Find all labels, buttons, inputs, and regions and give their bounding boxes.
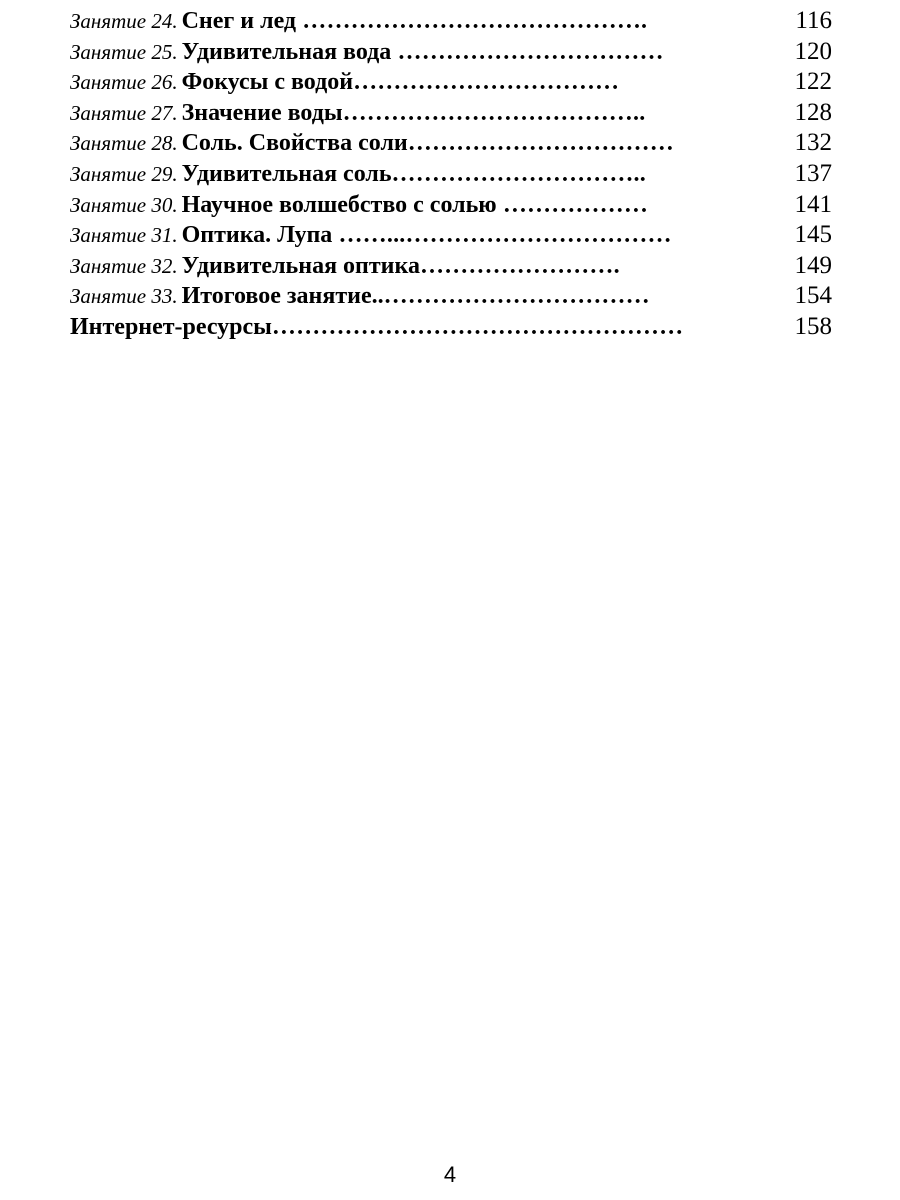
lesson-title: Снег и лед bbox=[181, 8, 297, 34]
toc-entry-text bbox=[70, 220, 672, 254]
toc-row[interactable] bbox=[70, 6, 832, 37]
page-number: 122 bbox=[794, 68, 832, 96]
lesson-label: Занятие 25. bbox=[70, 39, 178, 64]
toc-entry-text bbox=[70, 128, 674, 162]
lesson-title: Фокусы с водой bbox=[181, 69, 354, 96]
dot-leader: …………………………… bbox=[391, 38, 664, 65]
toc-entry-text bbox=[70, 312, 683, 346]
lesson-label: Занятие 31. bbox=[70, 223, 178, 248]
toc-row[interactable] bbox=[70, 190, 832, 221]
toc-row-internet-resources[interactable] bbox=[70, 312, 832, 343]
dot-leader: ……...…………………………… bbox=[332, 222, 672, 249]
page-number: 116 bbox=[795, 7, 832, 34]
lesson-label: Занятие 32. bbox=[70, 253, 178, 278]
toc-entry-text bbox=[70, 37, 664, 71]
toc-entry-text bbox=[70, 6, 647, 40]
page-number: 141 bbox=[794, 190, 832, 218]
lesson-label: Занятие 24. bbox=[70, 9, 178, 33]
page-number: 128 bbox=[794, 98, 832, 126]
section-title: Интернет-ресурсы bbox=[70, 313, 272, 340]
dot-leader: …………………………… bbox=[383, 283, 650, 310]
dot-leader: …………………………… bbox=[353, 69, 620, 96]
lesson-label: Занятие 28. bbox=[70, 131, 178, 156]
lesson-label: Занятие 29. bbox=[70, 161, 178, 186]
page-number: 120 bbox=[794, 37, 832, 65]
toc-row[interactable] bbox=[70, 281, 832, 312]
lesson-label: Занятие 30. bbox=[70, 192, 178, 217]
toc-row[interactable] bbox=[70, 67, 832, 98]
lesson-title: Научное волшебство с солью bbox=[181, 191, 497, 218]
dot-leader: ……………………………………. bbox=[296, 8, 648, 34]
dot-leader: ……………………………….. bbox=[342, 99, 646, 126]
page-number: 158 bbox=[794, 312, 832, 340]
lesson-title: Удивительная оптика bbox=[181, 252, 420, 279]
toc-entry-text bbox=[70, 251, 620, 285]
dot-leader: …………………………… bbox=[407, 130, 674, 157]
dot-leader: …………………………………………… bbox=[271, 313, 684, 340]
page-number: 149 bbox=[794, 251, 832, 279]
toc-entry-text bbox=[70, 67, 619, 101]
toc-entry-text bbox=[70, 190, 648, 224]
page-number: 154 bbox=[794, 282, 832, 310]
toc-entry-text bbox=[70, 281, 650, 315]
toc-entry-text bbox=[70, 159, 646, 193]
lesson-label: Занятие 33. bbox=[70, 284, 178, 309]
lesson-title: Удивительная вода bbox=[181, 38, 392, 65]
toc-row[interactable] bbox=[70, 220, 832, 251]
lesson-title: Оптика. Лупа bbox=[181, 222, 333, 249]
table-of-contents bbox=[70, 6, 832, 343]
toc-entry-text bbox=[70, 98, 645, 132]
lesson-title: Значение воды bbox=[181, 99, 343, 126]
toc-row[interactable] bbox=[70, 128, 832, 159]
lesson-label: Занятие 27. bbox=[70, 100, 178, 125]
toc-row[interactable] bbox=[70, 159, 832, 190]
dot-leader: ………………………….. bbox=[391, 160, 646, 187]
toc-row[interactable] bbox=[70, 37, 832, 68]
page-number: 132 bbox=[794, 129, 832, 157]
lesson-title: Итоговое занятие.. bbox=[181, 283, 384, 310]
page-number: 137 bbox=[794, 159, 832, 187]
footer-page-number: 4 bbox=[443, 1162, 457, 1187]
dot-leader: ……………………. bbox=[419, 252, 620, 279]
toc-row[interactable] bbox=[70, 251, 832, 282]
lesson-title: Соль. Свойства соли bbox=[181, 130, 408, 157]
lesson-label: Занятие 26. bbox=[70, 70, 178, 95]
lesson-title: Удивительная соль bbox=[181, 160, 392, 187]
dot-leader: ……………… bbox=[496, 191, 649, 218]
page-number: 145 bbox=[794, 221, 832, 249]
toc-row[interactable] bbox=[70, 98, 832, 129]
